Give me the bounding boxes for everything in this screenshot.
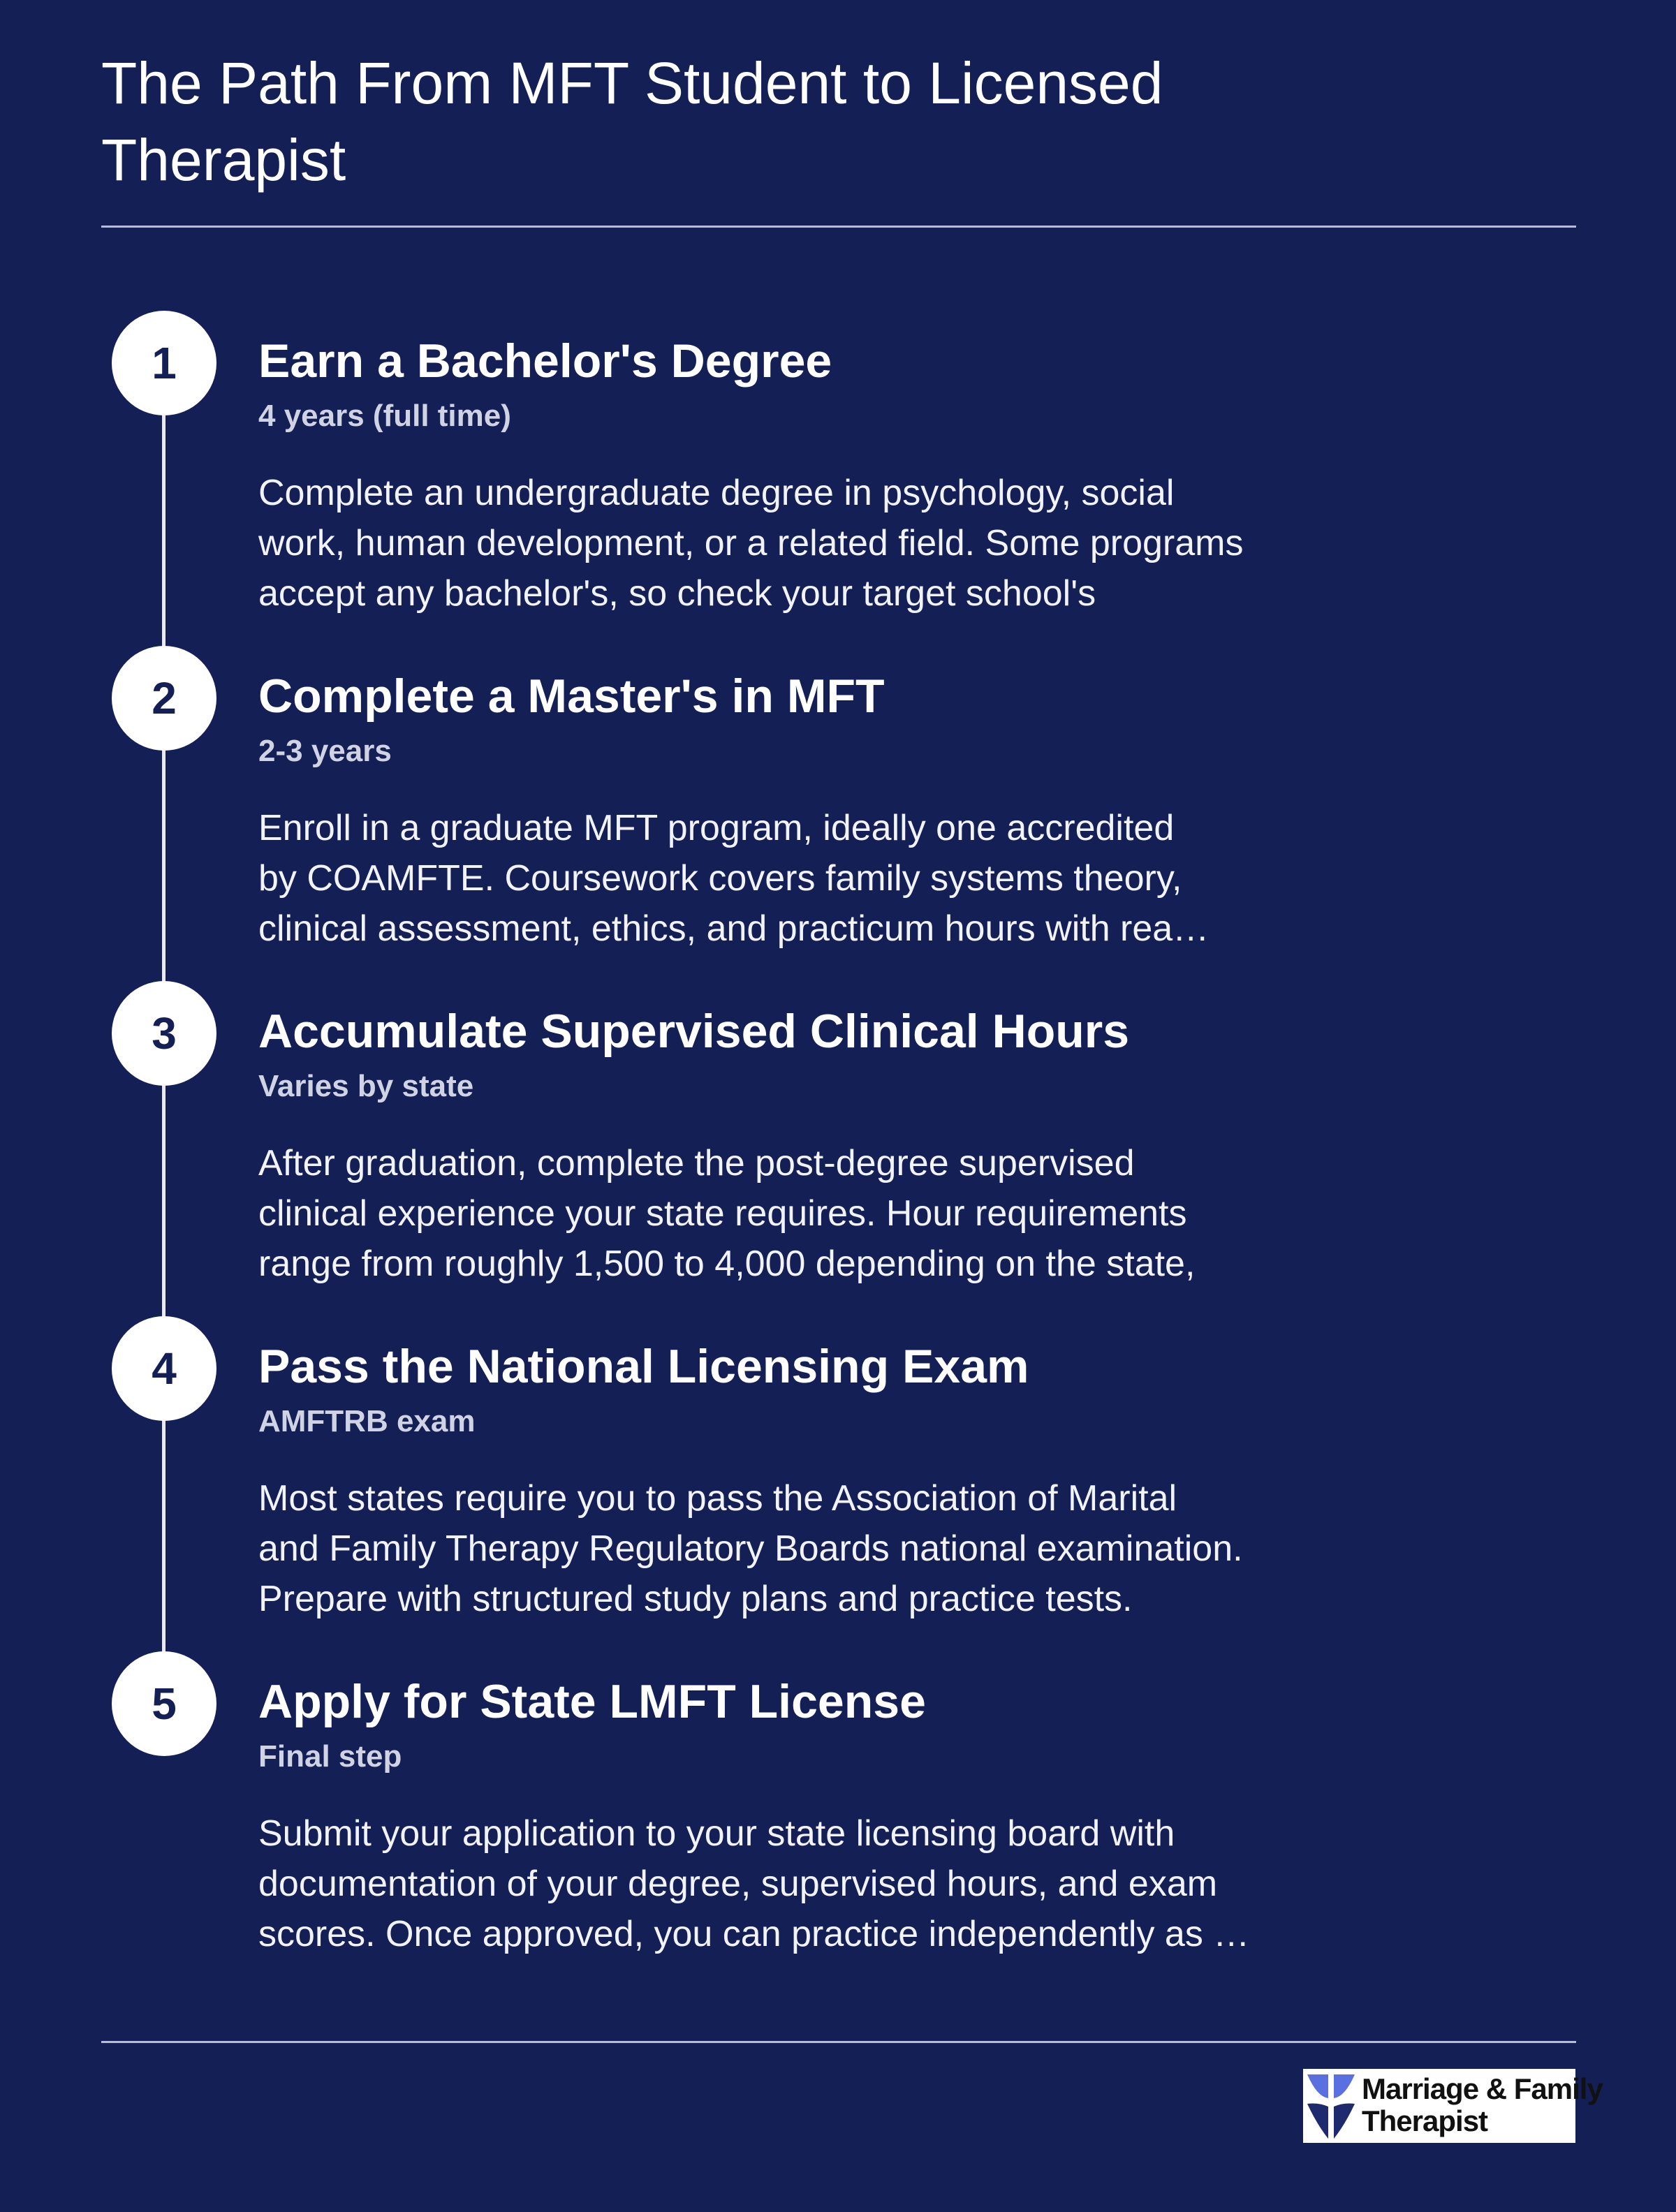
step-duration: Final step: [258, 1739, 402, 1774]
step-description-line: Enroll in a graduate MFT program, ideally one accredited: [258, 808, 1175, 848]
step-description-line: work, human development, or a related field. Some programs: [258, 523, 1244, 563]
step-description: [258, 1808, 1348, 1959]
step-description-line: Complete an undergraduate degree in psychology, social: [258, 473, 1175, 513]
step-description-line: and Family Therapy Regulatory Boards national examination.: [258, 1528, 1243, 1569]
step-description: [258, 468, 1348, 619]
step-1: [0, 311, 1676, 646]
step-title: Pass the National Licensing Exam: [258, 1340, 1029, 1393]
step-description-line: clinical experience your state requires. Hour requirements: [258, 1193, 1187, 1234]
step-description-line: Most states require you to pass the Association of Marital: [258, 1478, 1177, 1519]
logo-text-line: Marriage & Family: [1362, 2072, 1603, 2105]
step-description: [258, 803, 1348, 954]
step-number-badge: 5: [112, 1651, 216, 1756]
step-2: [0, 646, 1676, 981]
step-description-line: accept any bachelor's, so check your target school's: [258, 573, 1096, 614]
step-5: [0, 1651, 1676, 1986]
step-description-line: After graduation, complete the post-degree supervised: [258, 1143, 1135, 1184]
step-duration: 4 years (full time): [258, 399, 511, 433]
logo-text-line: Therapist: [1362, 2104, 1488, 2137]
step-title: Apply for State LMFT License: [258, 1675, 926, 1728]
step-description-line: clinical assessment, ethics, and practicum hours with rea…: [258, 908, 1210, 949]
step-description-line: range from roughly 1,500 to 4,000 depending on the state,: [258, 1244, 1196, 1284]
step-number-badge: 2: [112, 646, 216, 751]
step-description-line: by COAMFTE. Coursework covers family systems theory,: [258, 858, 1182, 899]
step-duration: AMFTRB exam: [258, 1404, 476, 1438]
step-number-badge: 4: [112, 1316, 216, 1421]
step-duration: 2-3 years: [258, 734, 392, 768]
step-3: [0, 981, 1676, 1316]
step-4: [0, 1316, 1676, 1651]
step-duration: Varies by state: [258, 1069, 474, 1103]
top-divider: [101, 226, 1576, 228]
step-title: Accumulate Supervised Clinical Hours: [258, 1005, 1130, 1058]
step-description-line: documentation of your degree, supervised hours, and exam: [258, 1864, 1218, 1904]
step-description: [258, 1473, 1348, 1624]
brand-logo: [1303, 2069, 1603, 2143]
logo-mark-icon: [1303, 2069, 1359, 2143]
step-description-line: Prepare with structured study plans and practice tests.: [258, 1579, 1133, 1619]
step-description-line: scores. Once approved, you can practice independently as …: [258, 1914, 1250, 1954]
step-title: Earn a Bachelor's Degree: [258, 334, 832, 388]
logo-text: [1362, 2073, 1603, 2137]
step-number-badge: 3: [112, 981, 216, 1086]
step-number-badge: 1: [112, 311, 216, 415]
step-title: Complete a Master's in MFT: [258, 670, 885, 723]
bottom-divider: [101, 2041, 1576, 2043]
step-description: [258, 1138, 1348, 1289]
page-title: The Path From MFT Student to Licensed Therapist: [101, 50, 1163, 193]
step-description-line: Submit your application to your state licensing board with: [258, 1813, 1175, 1854]
